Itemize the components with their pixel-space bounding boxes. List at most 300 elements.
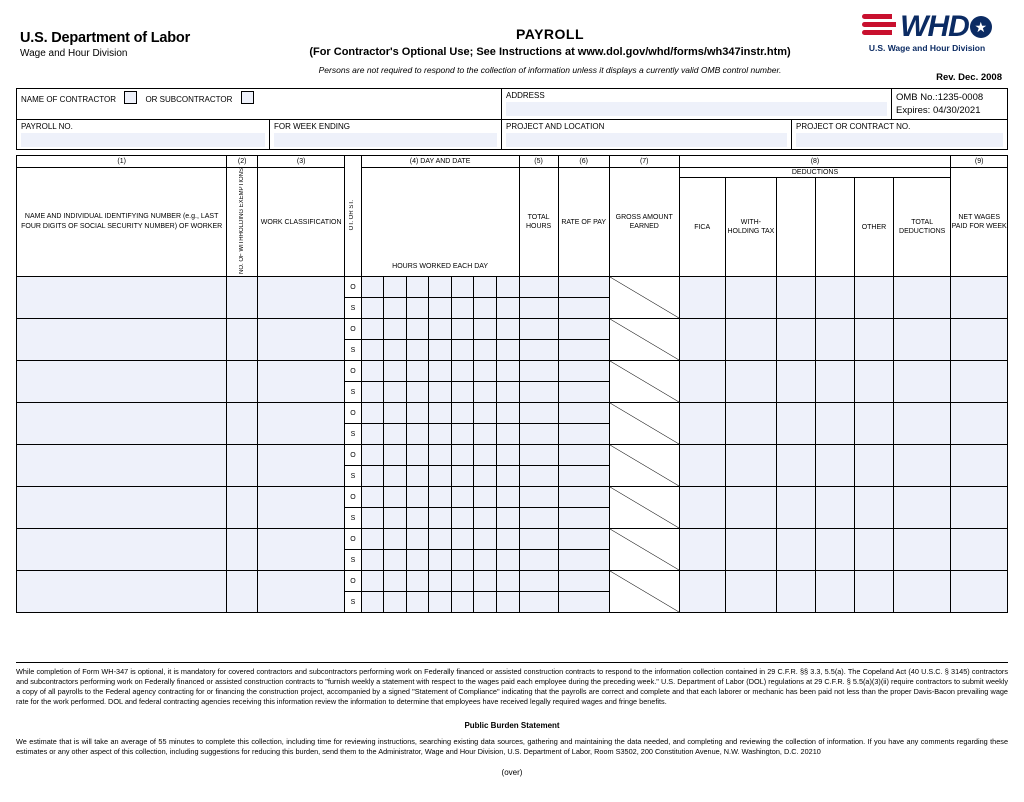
header-fica: FICA bbox=[679, 178, 725, 277]
cell-day-4[interactable] bbox=[429, 298, 452, 319]
cell-ot-st: O bbox=[345, 403, 361, 424]
cell-day-1[interactable] bbox=[361, 487, 384, 508]
cell-day-2[interactable] bbox=[384, 466, 407, 487]
address-label: ADDRESS bbox=[506, 91, 545, 100]
cell-total-hours[interactable] bbox=[519, 340, 558, 361]
cell-rate-of-pay[interactable] bbox=[558, 571, 609, 592]
cell-deduction-blank-2[interactable] bbox=[816, 487, 855, 529]
cell-exemptions[interactable] bbox=[227, 529, 258, 571]
cell-gross-amount[interactable] bbox=[609, 361, 679, 403]
cell-day-1[interactable] bbox=[361, 298, 384, 319]
cell-gross-amount[interactable] bbox=[609, 445, 679, 487]
cell-total-deductions[interactable] bbox=[893, 445, 950, 487]
cell-day-3[interactable] bbox=[406, 382, 429, 403]
colnum-9: (9) bbox=[951, 156, 1008, 168]
day-and-date-spacer bbox=[361, 168, 519, 178]
cell-exemptions[interactable] bbox=[227, 277, 258, 319]
cell-day-6[interactable] bbox=[474, 382, 497, 403]
cell-day-4[interactable] bbox=[429, 340, 452, 361]
cell-total-deductions[interactable] bbox=[893, 571, 950, 613]
cell-worker-name[interactable] bbox=[17, 487, 227, 529]
cell-net-wages[interactable] bbox=[951, 319, 1008, 361]
revision-label: Rev. Dec. 2008 bbox=[936, 72, 1002, 83]
header-gross-amount: GROSS AMOUNT EARNED bbox=[609, 168, 679, 277]
cell-total-hours[interactable] bbox=[519, 466, 558, 487]
header-exemptions: NO. OF WITHHOLDING EXEMPTIONS bbox=[227, 168, 258, 277]
cell-total-hours[interactable] bbox=[519, 592, 558, 613]
cell-rate-of-pay[interactable] bbox=[558, 319, 609, 340]
cell-deduction-blank-1[interactable] bbox=[777, 403, 816, 445]
cell-day-6[interactable] bbox=[474, 340, 497, 361]
footer-paragraph: While completion of Form WH-347 is optional, it is mandatory for covered contractors and subcontractors performing work on Federally financed or assisted construction contracts to respond to the information collection contained in 29 C.F.R. §§ 3.3, 5.5(a). The Copeland Act (40 U.S.C. § 3145) contractors and subcontractors performing work on Federally financed or assisted construction contracts to "furnish weekly a statement with respect to the wages paid each employee during the preceding week." U.S. Department of Labor (DOL) regulations at 29 C.F.R. § 5.5(a)(3)(ii) require contractors to submit weekly a copy of all payrolls to the Federal agency contracting for or financing the construction project, accompanied by a signed "Statement of Compliance" indicating that the payrolls are correct and complete and that each laborer or mechanic has been paid not less than the proper Davis-Bacon prevailing wage rate for the work performed. DOL and federal contracting agencies receiving this information review the information to determine that employees have received legally required wages and fringe benefits. bbox=[16, 667, 1008, 706]
cell-day-4[interactable] bbox=[429, 445, 452, 466]
cell-other[interactable] bbox=[854, 319, 893, 361]
cell-day-3[interactable] bbox=[406, 550, 429, 571]
cell-day-1[interactable] bbox=[361, 529, 384, 550]
cell-day-1[interactable] bbox=[361, 340, 384, 361]
payroll-table bbox=[16, 155, 1008, 613]
table-row[interactable] bbox=[17, 445, 1008, 466]
table-row[interactable] bbox=[17, 571, 1008, 592]
cell-work-classification[interactable] bbox=[258, 361, 345, 403]
header-total-deductions: TOTAL DEDUCTIONS bbox=[893, 178, 950, 277]
cell-day-6[interactable] bbox=[474, 592, 497, 613]
cell-day-2[interactable] bbox=[384, 571, 407, 592]
cell-day-3[interactable] bbox=[406, 529, 429, 550]
cell-deduction-blank-2[interactable] bbox=[816, 277, 855, 319]
cell-day-4[interactable] bbox=[429, 550, 452, 571]
info-row-2 bbox=[17, 119, 1007, 149]
cell-deduction-blank-1[interactable] bbox=[777, 361, 816, 403]
cell-fica[interactable] bbox=[679, 445, 725, 487]
department-name: U.S. Department of Labor bbox=[20, 30, 191, 46]
cell-day-4[interactable] bbox=[429, 592, 452, 613]
cell-fica[interactable] bbox=[679, 571, 725, 613]
cell-day-6[interactable] bbox=[474, 445, 497, 466]
cell-day-2[interactable] bbox=[384, 277, 407, 298]
cell-fica[interactable] bbox=[679, 319, 725, 361]
cell-fica[interactable] bbox=[679, 487, 725, 529]
cell-day-3[interactable] bbox=[406, 487, 429, 508]
cell-deduction-blank-2[interactable] bbox=[816, 361, 855, 403]
cell-fica[interactable] bbox=[679, 529, 725, 571]
cell-day-3[interactable] bbox=[406, 298, 429, 319]
cell-day-6[interactable] bbox=[474, 424, 497, 445]
cell-day-2[interactable] bbox=[384, 592, 407, 613]
cell-day-5[interactable] bbox=[451, 319, 474, 340]
cell-day-6[interactable] bbox=[474, 508, 497, 529]
cell-total-deductions[interactable] bbox=[893, 319, 950, 361]
cell-withholding-tax[interactable] bbox=[725, 277, 776, 319]
cell-net-wages[interactable] bbox=[951, 403, 1008, 445]
cell-day-3[interactable] bbox=[406, 340, 429, 361]
cell-other[interactable] bbox=[854, 529, 893, 571]
cell-day-7[interactable] bbox=[497, 487, 520, 508]
cell-worker-name[interactable] bbox=[17, 361, 227, 403]
cell-net-wages[interactable] bbox=[951, 529, 1008, 571]
over-label: (over) bbox=[501, 768, 523, 777]
cell-day-7[interactable] bbox=[497, 382, 520, 403]
cell-withholding-tax[interactable] bbox=[725, 445, 776, 487]
cell-withholding-tax[interactable] bbox=[725, 361, 776, 403]
cell-other[interactable] bbox=[854, 361, 893, 403]
omb-notice: Persons are not required to respond to the collection of information unless it displays a currently valid OMB control number. bbox=[318, 65, 782, 75]
cell-day-7[interactable] bbox=[497, 403, 520, 424]
cell-day-3[interactable] bbox=[406, 361, 429, 382]
week-ending-input[interactable] bbox=[274, 133, 497, 147]
cell-deduction-blank-1[interactable] bbox=[777, 487, 816, 529]
cell-day-2[interactable] bbox=[384, 319, 407, 340]
cell-rate-of-pay[interactable] bbox=[558, 508, 609, 529]
cell-total-hours[interactable] bbox=[519, 445, 558, 466]
footer-divider bbox=[16, 662, 1008, 663]
cell-day-5[interactable] bbox=[451, 508, 474, 529]
cell-rate-of-pay[interactable] bbox=[558, 277, 609, 298]
cell-total-deductions[interactable] bbox=[893, 529, 950, 571]
cell-day-6[interactable] bbox=[474, 529, 497, 550]
address-input[interactable] bbox=[506, 102, 887, 116]
cell-deduction-blank-1[interactable] bbox=[777, 445, 816, 487]
cell-day-7[interactable] bbox=[497, 466, 520, 487]
cell-day-5[interactable] bbox=[451, 277, 474, 298]
cell-fica[interactable] bbox=[679, 403, 725, 445]
cell-deduction-blank-2[interactable] bbox=[816, 571, 855, 613]
table-row[interactable] bbox=[17, 319, 1008, 340]
header-net-wages: NET WAGES PAID FOR WEEK bbox=[951, 168, 1008, 277]
cell-day-5[interactable] bbox=[451, 592, 474, 613]
cell-day-6[interactable] bbox=[474, 319, 497, 340]
cell-day-4[interactable] bbox=[429, 403, 452, 424]
contractor-checkbox[interactable] bbox=[124, 91, 137, 104]
cell-day-2[interactable] bbox=[384, 403, 407, 424]
project-location-field[interactable] bbox=[501, 120, 791, 149]
table-row[interactable] bbox=[17, 487, 1008, 508]
cell-work-classification[interactable] bbox=[258, 571, 345, 613]
cell-rate-of-pay[interactable] bbox=[558, 592, 609, 613]
colnum-4: (4) DAY AND DATE bbox=[361, 156, 519, 168]
cell-day-4[interactable] bbox=[429, 382, 452, 403]
cell-day-7[interactable] bbox=[497, 508, 520, 529]
table-row[interactable] bbox=[17, 361, 1008, 382]
cell-day-7[interactable] bbox=[497, 529, 520, 550]
cell-day-5[interactable] bbox=[451, 340, 474, 361]
cell-ot-st: O bbox=[345, 529, 361, 550]
cell-total-deductions[interactable] bbox=[893, 403, 950, 445]
cell-work-classification[interactable] bbox=[258, 445, 345, 487]
cell-total-hours[interactable] bbox=[519, 403, 558, 424]
cell-day-7[interactable] bbox=[497, 340, 520, 361]
cell-work-classification[interactable] bbox=[258, 319, 345, 361]
cell-worker-name[interactable] bbox=[17, 571, 227, 613]
cell-rate-of-pay[interactable] bbox=[558, 466, 609, 487]
cell-day-4[interactable] bbox=[429, 487, 452, 508]
cell-day-7[interactable] bbox=[497, 319, 520, 340]
cell-ot-st: O bbox=[345, 445, 361, 466]
cell-day-5[interactable] bbox=[451, 466, 474, 487]
cell-ot-st: O bbox=[345, 361, 361, 382]
cell-deduction-blank-1[interactable] bbox=[777, 529, 816, 571]
form-footer bbox=[16, 662, 1008, 757]
cell-work-classification[interactable] bbox=[258, 403, 345, 445]
cell-ot-st: S bbox=[345, 508, 361, 529]
cell-day-2[interactable] bbox=[384, 424, 407, 445]
payroll-no-label: PAYROLL NO. bbox=[21, 122, 73, 131]
header-deduction-blank-2 bbox=[816, 178, 855, 277]
cell-day-3[interactable] bbox=[406, 592, 429, 613]
cell-worker-name[interactable] bbox=[17, 319, 227, 361]
cell-day-7[interactable] bbox=[497, 550, 520, 571]
cell-exemptions[interactable] bbox=[227, 361, 258, 403]
cell-net-wages[interactable] bbox=[951, 361, 1008, 403]
cell-total-hours[interactable] bbox=[519, 361, 558, 382]
colnum-8: (8) bbox=[679, 156, 951, 168]
cell-day-4[interactable] bbox=[429, 466, 452, 487]
cell-day-6[interactable] bbox=[474, 487, 497, 508]
payroll-no-field[interactable] bbox=[17, 120, 269, 149]
omb-number: OMB No.:1235-0008 bbox=[896, 92, 984, 103]
cell-ot-st: S bbox=[345, 550, 361, 571]
cell-total-hours[interactable] bbox=[519, 508, 558, 529]
cell-day-1[interactable] bbox=[361, 382, 384, 403]
contractor-label: NAME OF CONTRACTOR bbox=[21, 95, 116, 104]
cell-day-4[interactable] bbox=[429, 319, 452, 340]
cell-total-hours[interactable] bbox=[519, 382, 558, 403]
subcontractor-label: OR SUBCONTRACTOR bbox=[145, 95, 233, 104]
cell-day-5[interactable] bbox=[451, 445, 474, 466]
cell-total-hours[interactable] bbox=[519, 529, 558, 550]
cell-day-7[interactable] bbox=[497, 298, 520, 319]
cell-day-4[interactable] bbox=[429, 361, 452, 382]
cell-total-hours[interactable] bbox=[519, 487, 558, 508]
cell-day-6[interactable] bbox=[474, 403, 497, 424]
cell-ot-st: O bbox=[345, 277, 361, 298]
cell-day-2[interactable] bbox=[384, 487, 407, 508]
cell-withholding-tax[interactable] bbox=[725, 487, 776, 529]
cell-day-1[interactable] bbox=[361, 445, 384, 466]
cell-net-wages[interactable] bbox=[951, 277, 1008, 319]
cell-net-wages[interactable] bbox=[951, 445, 1008, 487]
cell-day-3[interactable] bbox=[406, 508, 429, 529]
cell-day-7[interactable] bbox=[497, 571, 520, 592]
cell-gross-amount[interactable] bbox=[609, 319, 679, 361]
cell-deduction-blank-1[interactable] bbox=[777, 319, 816, 361]
cell-gross-amount[interactable] bbox=[609, 277, 679, 319]
header-withholding-tax: WITH-HOLDING TAX bbox=[725, 178, 776, 277]
cell-gross-amount[interactable] bbox=[609, 529, 679, 571]
cell-exemptions[interactable] bbox=[227, 487, 258, 529]
cell-deduction-blank-2[interactable] bbox=[816, 445, 855, 487]
cell-fica[interactable] bbox=[679, 361, 725, 403]
cell-other[interactable] bbox=[854, 403, 893, 445]
cell-total-deductions[interactable] bbox=[893, 361, 950, 403]
cell-total-hours[interactable] bbox=[519, 277, 558, 298]
cell-gross-amount[interactable] bbox=[609, 403, 679, 445]
cell-total-deductions[interactable] bbox=[893, 277, 950, 319]
cell-day-4[interactable] bbox=[429, 508, 452, 529]
project-contract-no-input[interactable] bbox=[796, 133, 1003, 147]
header-name-of-worker: NAME AND INDIVIDUAL IDENTIFYING NUMBER (e.g., LAST FOUR DIGITS OF SOCIAL SECURITY NUMBER) OF WORKER bbox=[17, 168, 227, 277]
cell-day-5[interactable] bbox=[451, 382, 474, 403]
cell-day-6[interactable] bbox=[474, 277, 497, 298]
star-icon: ★ bbox=[970, 16, 992, 38]
cell-day-3[interactable] bbox=[406, 571, 429, 592]
cell-exemptions[interactable] bbox=[227, 319, 258, 361]
cell-day-2[interactable] bbox=[384, 382, 407, 403]
cell-day-6[interactable] bbox=[474, 298, 497, 319]
cell-day-4[interactable] bbox=[429, 529, 452, 550]
cell-deduction-blank-1[interactable] bbox=[777, 571, 816, 613]
cell-day-2[interactable] bbox=[384, 445, 407, 466]
cell-rate-of-pay[interactable] bbox=[558, 403, 609, 424]
cell-net-wages[interactable] bbox=[951, 487, 1008, 529]
whd-wordmark: WHD bbox=[900, 10, 969, 43]
cell-other[interactable] bbox=[854, 571, 893, 613]
cell-withholding-tax[interactable] bbox=[725, 529, 776, 571]
cell-day-5[interactable] bbox=[451, 361, 474, 382]
agency-block bbox=[20, 30, 190, 59]
cell-day-3[interactable] bbox=[406, 319, 429, 340]
cell-day-1[interactable] bbox=[361, 466, 384, 487]
cell-rate-of-pay[interactable] bbox=[558, 529, 609, 550]
cell-net-wages[interactable] bbox=[951, 571, 1008, 613]
cell-other[interactable] bbox=[854, 445, 893, 487]
cell-day-5[interactable] bbox=[451, 571, 474, 592]
project-contract-no-label: PROJECT OR CONTRACT NO. bbox=[796, 122, 911, 131]
subcontractor-checkbox[interactable] bbox=[241, 91, 254, 104]
cell-day-7[interactable] bbox=[497, 445, 520, 466]
cell-ot-st: O bbox=[345, 571, 361, 592]
cell-day-2[interactable] bbox=[384, 529, 407, 550]
week-ending-field[interactable] bbox=[269, 120, 501, 149]
cell-worker-name[interactable] bbox=[17, 277, 227, 319]
cell-rate-of-pay[interactable] bbox=[558, 424, 609, 445]
cell-ot-st: S bbox=[345, 298, 361, 319]
cell-day-3[interactable] bbox=[406, 466, 429, 487]
cell-day-3[interactable] bbox=[406, 277, 429, 298]
cell-day-1[interactable] bbox=[361, 403, 384, 424]
cell-gross-amount[interactable] bbox=[609, 571, 679, 613]
cell-day-1[interactable] bbox=[361, 571, 384, 592]
cell-day-7[interactable] bbox=[497, 592, 520, 613]
cell-deduction-blank-2[interactable] bbox=[816, 403, 855, 445]
cell-exemptions[interactable] bbox=[227, 403, 258, 445]
cell-day-5[interactable] bbox=[451, 298, 474, 319]
cell-day-7[interactable] bbox=[497, 361, 520, 382]
cell-day-4[interactable] bbox=[429, 571, 452, 592]
cell-withholding-tax[interactable] bbox=[725, 403, 776, 445]
flag-icon bbox=[862, 12, 896, 42]
cell-other[interactable] bbox=[854, 487, 893, 529]
title-block bbox=[256, 26, 844, 75]
cell-day-3[interactable] bbox=[406, 445, 429, 466]
cell-fica[interactable] bbox=[679, 277, 725, 319]
cell-total-hours[interactable] bbox=[519, 550, 558, 571]
cell-day-6[interactable] bbox=[474, 550, 497, 571]
cell-ot-st: S bbox=[345, 466, 361, 487]
header-other: OTHER bbox=[854, 178, 893, 277]
cell-gross-amount[interactable] bbox=[609, 487, 679, 529]
cell-exemptions[interactable] bbox=[227, 571, 258, 613]
cell-day-2[interactable] bbox=[384, 340, 407, 361]
cell-day-5[interactable] bbox=[451, 487, 474, 508]
cell-day-6[interactable] bbox=[474, 571, 497, 592]
table-row[interactable] bbox=[17, 277, 1008, 298]
cell-day-1[interactable] bbox=[361, 424, 384, 445]
project-location-input[interactable] bbox=[506, 133, 787, 147]
cell-rate-of-pay[interactable] bbox=[558, 445, 609, 466]
cell-worker-name[interactable] bbox=[17, 403, 227, 445]
cell-day-5[interactable] bbox=[451, 424, 474, 445]
cell-day-3[interactable] bbox=[406, 424, 429, 445]
cell-day-2[interactable] bbox=[384, 298, 407, 319]
cell-day-5[interactable] bbox=[451, 529, 474, 550]
cell-ot-st: S bbox=[345, 340, 361, 361]
cell-worker-name[interactable] bbox=[17, 529, 227, 571]
cell-day-4[interactable] bbox=[429, 424, 452, 445]
cell-day-1[interactable] bbox=[361, 319, 384, 340]
cell-total-hours[interactable] bbox=[519, 571, 558, 592]
payroll-no-input[interactable] bbox=[21, 133, 265, 147]
cell-day-4[interactable] bbox=[429, 277, 452, 298]
cell-day-1[interactable] bbox=[361, 508, 384, 529]
cell-day-1[interactable] bbox=[361, 277, 384, 298]
address-field[interactable] bbox=[501, 89, 891, 119]
cell-day-3[interactable] bbox=[406, 403, 429, 424]
cell-day-2[interactable] bbox=[384, 361, 407, 382]
public-burden-title: Public Burden Statement bbox=[464, 721, 560, 730]
logo-caption: U.S. Wage and Hour Division bbox=[868, 43, 986, 53]
cell-day-7[interactable] bbox=[497, 424, 520, 445]
cell-day-5[interactable] bbox=[451, 550, 474, 571]
cell-day-7[interactable] bbox=[497, 277, 520, 298]
cell-total-hours[interactable] bbox=[519, 424, 558, 445]
cell-day-2[interactable] bbox=[384, 508, 407, 529]
cell-rate-of-pay[interactable] bbox=[558, 550, 609, 571]
cell-total-hours[interactable] bbox=[519, 298, 558, 319]
cell-worker-name[interactable] bbox=[17, 445, 227, 487]
cell-day-1[interactable] bbox=[361, 592, 384, 613]
cell-day-2[interactable] bbox=[384, 550, 407, 571]
cell-deduction-blank-2[interactable] bbox=[816, 319, 855, 361]
cell-rate-of-pay[interactable] bbox=[558, 361, 609, 382]
cell-withholding-tax[interactable] bbox=[725, 319, 776, 361]
contractor-field[interactable] bbox=[17, 89, 501, 119]
cell-exemptions[interactable] bbox=[227, 445, 258, 487]
cell-total-deductions[interactable] bbox=[893, 487, 950, 529]
cell-work-classification[interactable] bbox=[258, 277, 345, 319]
project-contract-no-field[interactable] bbox=[791, 120, 1007, 149]
cell-rate-of-pay[interactable] bbox=[558, 382, 609, 403]
cell-rate-of-pay[interactable] bbox=[558, 487, 609, 508]
cell-other[interactable] bbox=[854, 277, 893, 319]
cell-rate-of-pay[interactable] bbox=[558, 298, 609, 319]
cell-deduction-blank-1[interactable] bbox=[777, 277, 816, 319]
cell-total-hours[interactable] bbox=[519, 319, 558, 340]
cell-day-6[interactable] bbox=[474, 361, 497, 382]
cell-work-classification[interactable] bbox=[258, 487, 345, 529]
cell-work-classification[interactable] bbox=[258, 529, 345, 571]
cell-day-1[interactable] bbox=[361, 550, 384, 571]
cell-rate-of-pay[interactable] bbox=[558, 340, 609, 361]
table-row[interactable] bbox=[17, 403, 1008, 424]
table-row[interactable] bbox=[17, 529, 1008, 550]
colnum-3: (3) bbox=[258, 156, 345, 168]
cell-day-6[interactable] bbox=[474, 466, 497, 487]
cell-deduction-blank-2[interactable] bbox=[816, 529, 855, 571]
cell-withholding-tax[interactable] bbox=[725, 571, 776, 613]
cell-day-5[interactable] bbox=[451, 403, 474, 424]
cell-day-1[interactable] bbox=[361, 361, 384, 382]
